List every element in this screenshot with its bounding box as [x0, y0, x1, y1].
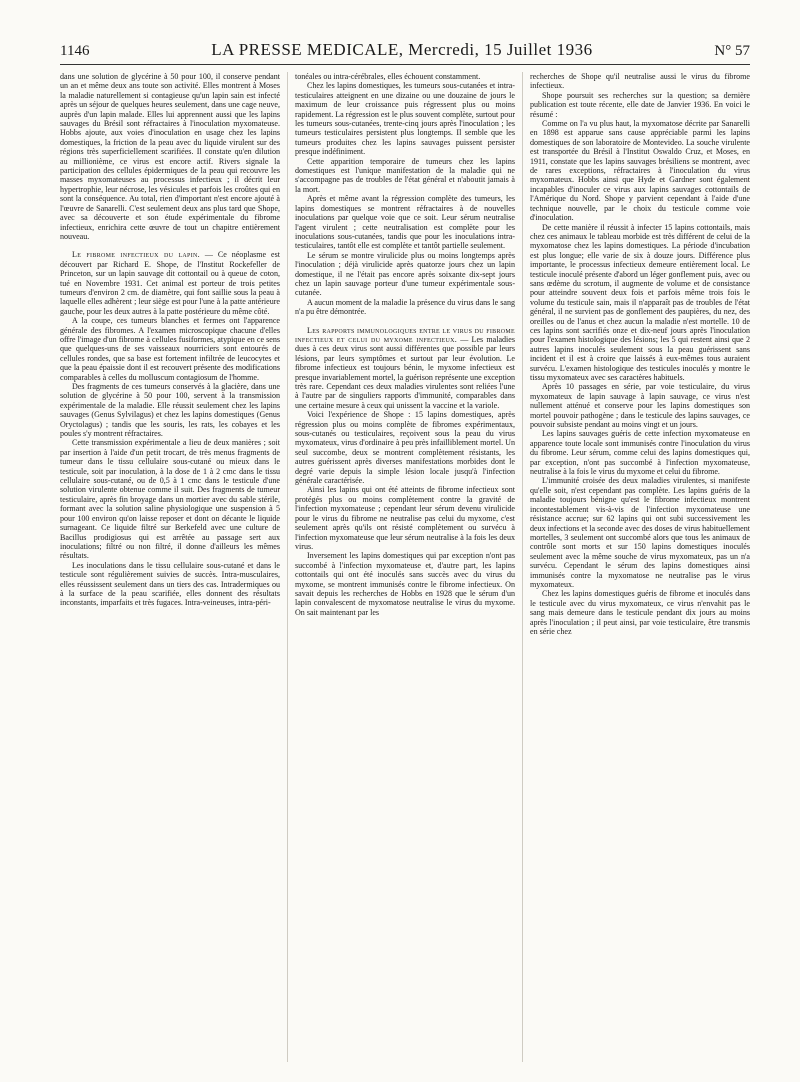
journal-masthead: LA PRESSE MEDICALE,	[211, 40, 404, 59]
paragraph	[530, 382, 750, 429]
header-rule	[60, 64, 750, 65]
paragraph	[295, 251, 515, 298]
section-lead: Les rapports immunologiques entre le virus du fibrome infectieux et celui du myxome infectieux.	[295, 325, 515, 344]
running-header	[60, 40, 750, 64]
paragraph-text: Chez les lapins domestiques, les tumeurs sous-cutanées et intra-testiculaires atteignent en une dizaine ou une douzaine de jours le maximum de leur croissance puis régressent plus ou moins rapidement. La régression est le plus souvent complète, surtout pour les tumeurs sous-cutanées, trente-cinq jours après l'inoculation ; les tumeurs testiculaires persistent plus longtemps. Il semble que les tumeurs produites chez les lapins sauvages puissent persister presque indéfiniment.	[295, 81, 515, 157]
paragraph-text: A la coupe, ces tumeurs blanches et fermes ont l'apparence générale des fibromes. A l'examen microscopique chacune d'elles offre l'image d'un fibrome à cellules fusiformes, atypique en ce sens que quelques-uns de ses vaisseaux nourriciers sont entourés de cellules rondes, que sa base est fortement infiltrée de leucocytes et que la peau épaissie dont il est recouvert présente des modifications comparables à celles du molluscum contagiosum de l'homme.	[60, 316, 280, 382]
column-right	[530, 72, 750, 1072]
paragraph	[295, 157, 515, 195]
paragraph-text: Le sérum se montre virulicide plus ou moins longtemps après l'inoculation ; déjà virulicide après quatorze jours chez un lapin domestique, il ne l'était pas encore après soixante dix-sept jours chez un lapin sauvage porteur d'une tumeur expérimentale sous-cutanée.	[295, 250, 515, 298]
paragraph-text: tonéales ou intra-cérébrales, elles échouent constamment.	[295, 72, 481, 81]
paragraph	[295, 485, 515, 551]
paragraph	[295, 298, 515, 317]
paragraph-text: Inversement les lapins domestiques qui par exception n'ont pas succombé à l'infection myxomateuse et, d'autre part, les lapins cottontails qui ont été inoculés sans succès avec du virus du myxome, se montrent immunisés contre le fibrome infectieux. On savait depuis les recherches de Hobbs en 1928 que le sérum d'un lapin convalescent de myxomatose neutralise le virus du myxome. On sait maintenant par les	[295, 551, 515, 617]
paragraph-text: Ainsi les lapins qui ont été atteints de fibrome infectieux sont protégés plus ou moins complètement contre la gravité de l'infection myxomateuse ; cependant leur sérum devenu virulicide pour le virus du fibrome ne neutralise pas celui du myxome, c'est seulement après qu'ils ont résisté complètement ou survécu à l'infection myxomateuse que leur sérum neutralise à la fois les deux virus.	[295, 485, 515, 551]
paragraph	[530, 91, 750, 119]
paragraph	[60, 382, 280, 438]
journal-title	[211, 40, 592, 60]
paragraph	[295, 194, 515, 250]
paragraph-text: Les inoculations dans le tissu cellulaire sous-cutané et dans le testicule sont régulièrement suivies de succès. Intra-musculaires, elles réussissent seulement dans un tiers des cas. Intradermiques ou à la surface de la peau scarifiée, elles donnent des résultats inconstants, imparfaits et très fugaces. Intra-veineuses, intra-péri-	[60, 560, 280, 608]
paragraph-text: — Les maladies dues à ces deux virus sont aussi différentes que possible par leurs lésions, par leurs symptômes et surtout par leur évolution. Le fibrome infectieux est toujours bénin, le myxome infectieux est presque invariablement mortel, la guérison représente une exception très rare. Cependant ces deux maladies virulentes sont reliées l'une à l'autre par de singuliers rapports d'immunité, comparables dans une certaine mesure à ceux qui unissent la vaccine et la variole.	[295, 334, 515, 410]
paragraph-text: Chez les lapins domestiques guéris de fibrome et inoculés dans le testicule avec du virus myxomateux, ce virus n'envahit pas le sang mais demeure dans le testicule pendant dix jours au moins après l'inoculation ; il peut ainsi, par voie testiculaire, être transmis en série chez	[530, 589, 750, 636]
paragraph	[60, 250, 280, 316]
column-middle	[295, 72, 515, 1072]
page-number: 1146	[60, 43, 90, 59]
paragraph-text: Comme on l'a vu plus haut, la myxomatose décrite par Sanarelli en 1898 est apparue sans cause appréciable parmi les lapins domestiques de son laboratoire de Montevideo. La souche virulente est transportée du Brésil à l'Institut Oswaldo Cruz, et Moses, en 1911, constate que les lapins sauvages brésiliens se montrent, avec de rares exceptions, réfractaires à l'inoculation du virus myxomateux. Hobbs ainsi que Hyde et Gardner sont également incapables d'inoculer ce virus aux lapins sauvages cottontails de l'Amérique du Nord. Shope y parvient cependant à l'aide d'une technique nouvelle, par le choix du testicule comme voie d'inoculation.	[530, 119, 750, 223]
paragraph-text: Des fragments de ces tumeurs conservés à la glacière, dans une solution de glycérine à 50 pour 100, servent à la transmission expérimentale de la maladie. Elle réussit seulement chez les lapins sauvages (Genus Sylvilagus) et chez les lapins domestiques (Genus Oryctolagus) ; tandis que les souris, les rats, les cobayes et les poules s'y montrent réfractaires.	[60, 382, 280, 439]
paragraph	[295, 410, 515, 485]
paragraph-text: Voici l'expérience de Shope : 15 lapins domestiques, après régression plus ou moins complète de fibromes expérimentaux, sous-cutanés ou testiculaires, reçoivent sous la peau du virus myxomateux, virus d'ordinaire à peu près infailliblement mortel. Un seul succombe, deux se montrent complètement résistants, les autres guérissent après diverses manifestations morbides dont le degré varie depuis la simple lésion locale jusqu'à l'infection générale caractérisée.	[295, 410, 515, 486]
paragraph-text: De cette manière il réussit à infecter 15 lapins cottontails, mais chez ces animaux le tableau morbide est très différent de celui de la myxomatose chez les lapins domestiques. La période d'incubation est plus longue; elle varie de six à douze jours. Différence plus importante, le processus infectieux demeure entièrement local. Le testicule inoculé présente d'abord un léger gonflement puis, avec ou sans œdème du scrotum, il augmente de volume et de consistance pour atteindre souvent deux fois et parfois même trois fois le volume du testicule sain, mais il n'apparaît pas de troubles de l'état général, il ne survient pas de gonflement des paupières, du nez, des oreilles ou de l'anus et chez aucun la maladie n'est mortelle. 10 de ces lapins sont sacrifiés onze et dix-neuf jours après l'inoculation pour l'examen histologique des lésions; les 5 qui restent ainsi que 2 autres lapins inoculés seulement sous la peau guérissent sans incident et il est à croire que laissés à eux-mêmes tous auraient survécu. L'examen histologique des testicules inoculés y montre le tissu myxomateux avec ses caractères habituels.	[530, 222, 750, 382]
paragraph	[295, 326, 515, 411]
paragraph	[530, 119, 750, 222]
paragraph	[60, 561, 280, 608]
paragraph-text: Après et même avant la régression complète des tumeurs, les lapins domestiques se montrent réfractaires à de nouvelles inoculations par quelque voie que ce soit. Leur sérum neutralise l'agent virulent ; cette neutralisation est complète pour les inoculations sous-cutanées, tandis que pour les inoculations intra-testiculaires, tantôt elle est complète et tantôt partielle seulement.	[295, 194, 515, 251]
article-body	[60, 72, 750, 1072]
section-lead: Le fibrome infectieux du lapin.	[72, 250, 200, 260]
paragraph-text: recherches de Shope qu'il neutralise aussi le virus du fibrome infectieux.	[530, 72, 750, 91]
paragraph-text: — Ce néoplasme est découvert par Richard E. Shope, de l'Institut Rockefeller de Princeton, sur un lapin sauvage dit cottontail ou à queue de coton, tué en Novembre 1931. Cet animal est porteur de trois petites tumeurs d'environ 2 cm. de diamètre, qui font saillie sous la peau à laquelle elles adhèrent ; leur siège est pour l'une à la patte antérieure gauche, pour les deux autres à la patte postérieure du même côté.	[60, 250, 280, 316]
issue-number: N° 57	[714, 43, 750, 59]
paragraph	[295, 72, 515, 81]
issue-date: Mercredi, 15 Juillet 1936	[408, 40, 593, 59]
paragraph	[530, 72, 750, 91]
paragraph-text: Cette apparition temporaire de tumeurs chez les lapins domestiques est l'unique manifestation de la maladie qui ne s'accompagne pas de troubles de l'état général et n'aboutit jamais à la mort.	[295, 156, 515, 194]
column-left	[60, 72, 280, 1072]
paragraph	[530, 223, 750, 383]
paragraph	[60, 438, 280, 560]
paragraph-text: A aucun moment de la maladie la présence du virus dans le sang n'a pu être démontrée.	[295, 297, 515, 317]
paragraph-text: L'immunité croisée des deux maladies virulentes, si manifeste qu'elle soit, n'est cependant pas complète. Les lapins guéris de la maladie toujours bénigne qu'est le fibrome infectieux montrent incontestablement vis-à-vis de l'infection myxomateuse une résistance accrue; sur 62 lapins qui ont subi successivement les deux infections et la seconde avec des doses de virus habituellement mortelles, 3 seulement ont succombé alors que tous les animaux de contrôle sont morts et sur 150 lapins domestiques inoculés seulement avec la même souche de virus myxomateux, pas un n'a survécu. Cependant le sérum des lapins domestiques ainsi immunisés contre la myxomatose ne neutralise pas le virus myxomateux.	[530, 476, 750, 589]
paragraph	[530, 476, 750, 589]
paragraph-text: Shope poursuit ses recherches sur la question; sa dernière publication est toute récente, elle date de Janvier 1936. En voici le résumé :	[530, 90, 750, 119]
paragraph-text: dans une solution de glycérine à 50 pour 100, il conserve pendant un an et même deux ans toute son activité. Elles montrent à Moses la maladie naturellement si contagieuse qu'un lapin sain est infecté après un séjour de quelques heures seulement, dans une cage neuve, auprès d'un lapin malade. Elles lui apprennent aussi que les lapins sauvages du Brésil sont réfractaires à l'inoculation myxomateuse. Hobbs ajoute, aux voies d'inoculation en usage chez les lapins domestiques, la friction de la peau avec du liquide virulent sur des régions très superficiellement scarifiées. Il constate qu'en dilution au millionième, ce virus est encore actif. Rivers signale la participation des cellules épidermiques de la peau qui recouvre les masses myxomateuses au processus infectieux ; il décrit leur hypertrophie, leur nécrose, les vésicules et parfois les croûtes qui en sont la conséquence. Au total, rien d'important n'est encore ajouté à l'œuvre de Sanarelli. C'est seulement deux ans plus tard que Shope, avec sa découverte et son étude expérimentale du fibrome infectieux, enrichira cette œuvre de tout un chapitre entièrement nouveau.	[60, 72, 280, 241]
paragraph	[295, 81, 515, 156]
paragraph	[60, 72, 280, 241]
paragraph-text: Cette transmission expérimentale a lieu de deux manières ; soit par insertion à l'aide d'un petit trocart, de très menus fragments de tumeur dans le tissu cellulaire sous-cutané ou mieux dans le testicule, soit par inoculation, à la dose de 1 à 2 cmc dans le tissu cellulaire sous-cutané, ou de 0,5 à 1 cmc dans le testicule d'une solution virulente obtenue comme il suit. Des fragments de tumeur testiculaire, après fin broyage dans un mortier avec du sable stérile, formant avec la solution saline physiologique une suspension à 5 pour 100 environ qu'on laisse reposer et dont on décante le liquide surnageant. Ce liquide filtré sur Berkefeld avec une culture de Bacillus prodigiosus qui est arrêtée au passage sert aux inoculations; filtré ou non filtré, il donne d'ailleurs les mêmes résultats.	[60, 438, 280, 561]
paragraph-text: Les lapins sauvages guéris de cette infection myxomateuse en apparence toute locale sont immunisés contre l'inoculation du virus du fibrome. Leur sérum, comme celui des lapins domestiques qui, par exception, n'ont pas succombé à l'infection myxomateuse, neutralise à la fois le virus du myxome et celui du fibrome.	[530, 429, 750, 477]
paragraph	[60, 316, 280, 382]
paragraph	[295, 551, 515, 617]
paragraph-text: Après 10 passages en série, par voie testiculaire, du virus myxomateux de lapin sauvage à lapin sauvage, ce virus n'est nullement atténué et conserve pour les lapins domestiques son mortel pouvoir pathogène ; dans le testicule des lapins sauvages, ce pouvoir subsiste pendant au moins vingt et un jours.	[530, 382, 750, 430]
paragraph	[530, 429, 750, 476]
paragraph	[530, 589, 750, 636]
